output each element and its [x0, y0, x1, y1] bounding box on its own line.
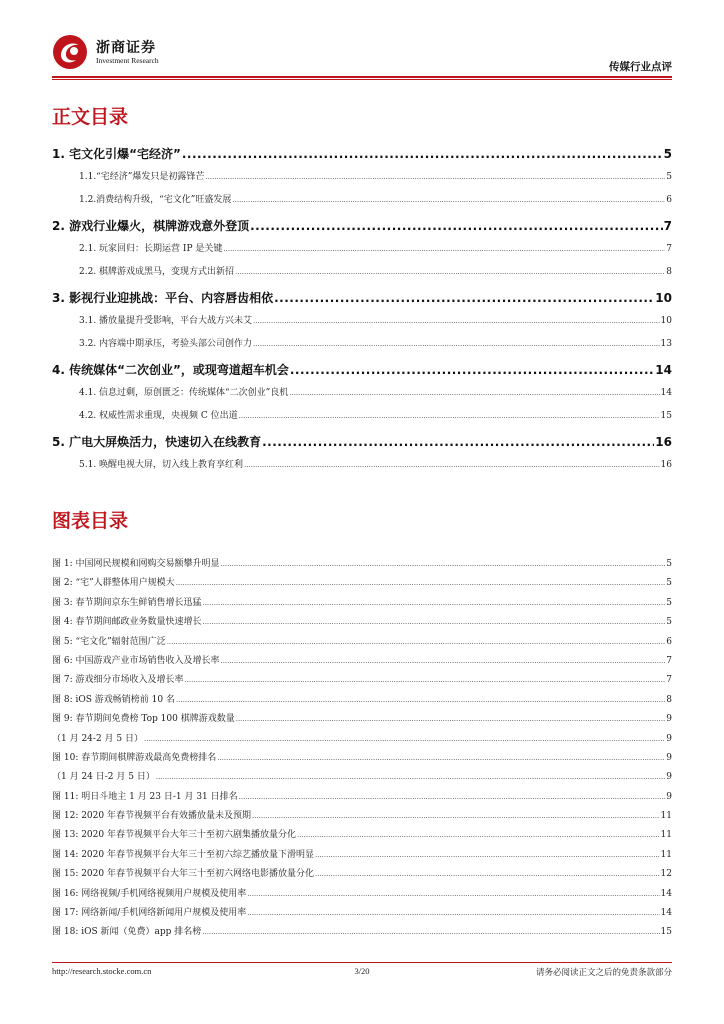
- dot-leader: [315, 869, 660, 879]
- header-divider-thin: [52, 79, 672, 80]
- dot-leader: [274, 291, 654, 305]
- figure-entry-title: 图 8: iOS 游戏畅销榜前 10 名: [52, 694, 175, 705]
- dot-leader: [220, 656, 665, 666]
- toc-entry-title: 1.2.消费结构升级，“宅文化”旺盛发展: [79, 195, 232, 205]
- dot-leader: [176, 695, 665, 705]
- figure-entry-page: 11: [660, 849, 672, 860]
- dot-leader: [247, 908, 659, 918]
- toc-entry-page: 14: [660, 388, 672, 398]
- toc-subsection-entry[interactable]: [52, 192, 672, 215]
- dot-leader: [217, 753, 665, 763]
- dot-leader: [253, 339, 660, 349]
- figure-list-entry[interactable]: [52, 556, 672, 575]
- figure-entry-title: 图 7: 游戏细分市场收入及增长率: [52, 675, 184, 686]
- figure-entry-page: 11: [660, 830, 672, 841]
- page-number: 3/20: [354, 966, 370, 976]
- figure-entry-title: 图 2: “宅”人群整体用户规模大: [52, 578, 175, 589]
- header-divider: [52, 76, 672, 78]
- toc-section-entry[interactable]: [52, 359, 672, 385]
- toc-subsection-entry[interactable]: [52, 385, 672, 408]
- toc-section-entry[interactable]: [52, 287, 672, 313]
- figure-entry-page: 5: [666, 578, 672, 589]
- figure-list: [52, 556, 672, 944]
- figure-list-entry[interactable]: [52, 866, 672, 885]
- toc-subsection-entry[interactable]: [52, 457, 672, 480]
- figure-entry-page: 14: [660, 908, 672, 919]
- page-footer: [52, 966, 672, 980]
- dot-leader: [247, 889, 659, 899]
- figure-entry-title: （1 月 24-2 月 5 日）: [52, 733, 143, 744]
- company-logo: [52, 34, 182, 70]
- figure-entry-title: 图 10: 春节期间棋牌游戏最高免费榜排名: [52, 752, 217, 763]
- dot-leader: [156, 772, 665, 782]
- toc-subsection-entry[interactable]: [52, 313, 672, 336]
- dot-leader: [236, 714, 666, 724]
- toc-entry-title: 2.1. 玩家回归：长期运营 IP 是关键: [79, 244, 223, 254]
- figure-list-entry[interactable]: [52, 789, 672, 808]
- dot-leader: [289, 388, 659, 398]
- figure-entry-page: 7: [666, 655, 672, 666]
- toc-subsection-entry[interactable]: [52, 169, 672, 192]
- figure-entry-title: 图 17: 网络新闻/手机网络新闻用户规模及使用率: [52, 908, 247, 919]
- dot-leader: [262, 435, 654, 449]
- figure-list-entry[interactable]: [52, 886, 672, 905]
- figure-entry-title: 图 9: 春节期间免费榜 Top 100 棋牌游戏数量: [52, 714, 235, 725]
- toc-subsection-entry[interactable]: [52, 408, 672, 431]
- dot-leader: [232, 195, 665, 205]
- figure-entry-page: 5: [666, 617, 672, 628]
- toc-entry-title: 2.2. 棋牌游戏成黑马，变现方式出新招: [79, 267, 235, 277]
- toc-subsection-entry[interactable]: [52, 241, 672, 264]
- toc-entry-title: 2. 游戏行业爆火，棋牌游戏意外登顶: [52, 219, 250, 233]
- figure-entry-title: 图 11: 明日斗地主 1 月 23 日-1 月 31 日排名: [52, 791, 238, 802]
- figure-list-entry[interactable]: [52, 653, 672, 672]
- toc-entry-page: 5: [663, 147, 672, 161]
- toc-entry-title: 1.1.“宅经济”爆发只是初露锋芒: [79, 172, 205, 182]
- toc-entry-page: 7: [663, 219, 672, 233]
- table-of-contents: [52, 143, 672, 480]
- dot-leader: [244, 460, 660, 470]
- figure-list-entry[interactable]: [52, 731, 672, 750]
- toc-entry-page: 16: [660, 460, 672, 470]
- figure-entry-page: 5: [666, 559, 672, 569]
- figure-entry-page: 8: [666, 694, 672, 705]
- dot-leader: [176, 578, 666, 588]
- figure-list-entry[interactable]: [52, 827, 672, 846]
- figure-entry-page: 9: [666, 752, 672, 763]
- toc-subsection-entry[interactable]: [52, 264, 672, 287]
- toc-entry-page: 15: [660, 411, 672, 421]
- figure-list-entry[interactable]: [52, 847, 672, 866]
- figure-entry-page: 11: [660, 811, 672, 822]
- toc-entry-page: 10: [660, 316, 672, 326]
- dot-leader: [205, 172, 665, 182]
- toc-entry-title: 3.2. 内容端中期承压，考验头部公司创作力: [79, 339, 253, 349]
- figure-list-entry[interactable]: [52, 692, 672, 711]
- toc-section-entry[interactable]: [52, 215, 672, 241]
- page-header: [52, 34, 672, 74]
- dot-leader: [202, 598, 665, 608]
- dot-leader: [315, 850, 660, 860]
- toc-entry-page: 8: [666, 267, 672, 277]
- report-category: 传媒行业点评: [609, 61, 672, 73]
- dot-leader: [182, 147, 663, 161]
- toc-entry-page: 10: [655, 291, 672, 305]
- figure-list-entry[interactable]: [52, 672, 672, 691]
- figure-list-entry[interactable]: [52, 614, 672, 633]
- toc-entry-page: 7: [666, 244, 672, 254]
- dot-leader: [184, 675, 665, 685]
- toc-entry-title: 5.1. 唤醒电视大屏，切入线上教育享红利: [79, 460, 244, 470]
- toc-entry-page: 16: [655, 435, 672, 449]
- figure-entry-title: （1 月 24 日-2 月 5 日）: [52, 772, 155, 783]
- figure-list-entry[interactable]: [52, 634, 672, 653]
- toc-entry-title: 5. 广电大屏焕活力，快速切入在线教育: [52, 435, 262, 449]
- dot-leader: [250, 219, 663, 233]
- toc-entry-title: 4.1. 信息过剩，原创匮乏：传统媒体“二次创业”良机: [79, 388, 289, 398]
- figure-entry-page: 9: [666, 791, 672, 802]
- dot-leader: [239, 411, 660, 421]
- figure-list-entry[interactable]: [52, 808, 672, 827]
- toc-entry-page: 14: [655, 363, 672, 377]
- toc-entry-title: 1. 宅文化引爆“宅经济”: [52, 147, 181, 161]
- figure-entry-title: 图 3: 春节期间京东生鲜销售增长迅猛: [52, 597, 202, 608]
- dot-leader: [167, 637, 666, 647]
- figure-list-entry[interactable]: [52, 769, 672, 788]
- figure-list-entry[interactable]: [52, 575, 672, 594]
- footer-divider: [52, 962, 672, 963]
- dot-leader: [235, 267, 665, 277]
- figure-entry-title: 图 12: 2020 年春节视频平台有效播放量未及预期: [52, 811, 251, 822]
- figure-entry-title: 图 5: “宅文化”辐射范围广泛: [52, 636, 166, 647]
- figure-list-entry[interactable]: [52, 924, 672, 943]
- dot-leader: [202, 617, 665, 627]
- logo-english-name: Investment Research: [96, 56, 159, 65]
- toc-entry-title: 4. 传统媒体“二次创业”，或现弯道超车机会: [52, 363, 289, 377]
- figure-entry-title: 图 6: 中国游戏产业市场销售收入及增长率: [52, 655, 220, 666]
- figure-entry-title: 图 4: 春节期间邮政业务数量快速增长: [52, 617, 202, 628]
- toc-entry-title: 4.2. 权威性需求重现，央视频 C 位出道: [79, 411, 238, 421]
- figure-entry-page: 9: [666, 772, 672, 783]
- figure-entry-page: 15: [660, 927, 672, 938]
- toc-entry-page: 6: [666, 195, 672, 205]
- toc-entry-page: 13: [660, 339, 672, 349]
- figure-list-entry[interactable]: [52, 905, 672, 924]
- footer-url[interactable]: http://research.stocke.com.cn: [52, 966, 152, 976]
- logo-chinese-name: 浙商证券: [96, 40, 156, 56]
- figure-list-entry[interactable]: [52, 750, 672, 769]
- figure-list-entry[interactable]: [52, 595, 672, 614]
- toc-entry-title: 3. 影视行业迎挑战：平台、内容唇齿相依: [52, 291, 274, 305]
- footer-disclaimer: 请务必阅读正文之后的免责条款部分: [535, 968, 672, 978]
- figure-entry-title: 图 18: iOS 新闻（免费）app 排名榜: [52, 927, 202, 938]
- figure-list-entry[interactable]: [52, 711, 672, 730]
- figure-entry-title: 图 1: 中国网民规模和网购交易额攀升明显: [52, 559, 220, 569]
- toc-section-entry[interactable]: [52, 143, 672, 169]
- figure-entry-page: 9: [666, 733, 672, 744]
- figure-entry-page: 6: [666, 636, 672, 647]
- toc-section-entry[interactable]: [52, 431, 672, 457]
- figure-entry-page: 7: [666, 675, 672, 686]
- figure-entry-title: 图 13: 2020 年春节视频平台大年三十至初六剧集播放量分化: [52, 830, 296, 841]
- dot-leader: [144, 734, 665, 744]
- toc-entry-title: 3.1. 播放量提升受影响，平台大战方兴未艾: [79, 316, 253, 326]
- dot-leader: [202, 927, 659, 937]
- figure-entry-page: 9: [666, 714, 672, 725]
- dot-leader: [220, 559, 665, 569]
- dot-leader: [223, 244, 665, 254]
- figure-list-title: 图表目录: [52, 510, 129, 532]
- dot-leader: [253, 316, 660, 326]
- dot-leader: [252, 811, 660, 821]
- toc-entry-page: 5: [666, 172, 672, 182]
- figure-entry-page: 14: [660, 888, 672, 899]
- figure-entry-page: 5: [666, 597, 672, 608]
- toc-subsection-entry[interactable]: [52, 336, 672, 359]
- dot-leader: [239, 792, 666, 802]
- toc-title: 正文目录: [52, 106, 129, 128]
- zheshang-logo-icon: [52, 34, 88, 70]
- figure-entry-page: 12: [660, 869, 672, 880]
- figure-entry-title: 图 16: 网络视频/手机网络视频用户规模及使用率: [52, 888, 247, 899]
- dot-leader: [290, 363, 654, 377]
- figure-entry-title: 图 15: 2020 年春节视频平台大年三十至初六网络电影播放量分化: [52, 869, 314, 880]
- dot-leader: [297, 830, 660, 840]
- figure-entry-title: 图 14: 2020 年春节视频平台大年三十至初六综艺播放量下滑明显: [52, 849, 314, 860]
